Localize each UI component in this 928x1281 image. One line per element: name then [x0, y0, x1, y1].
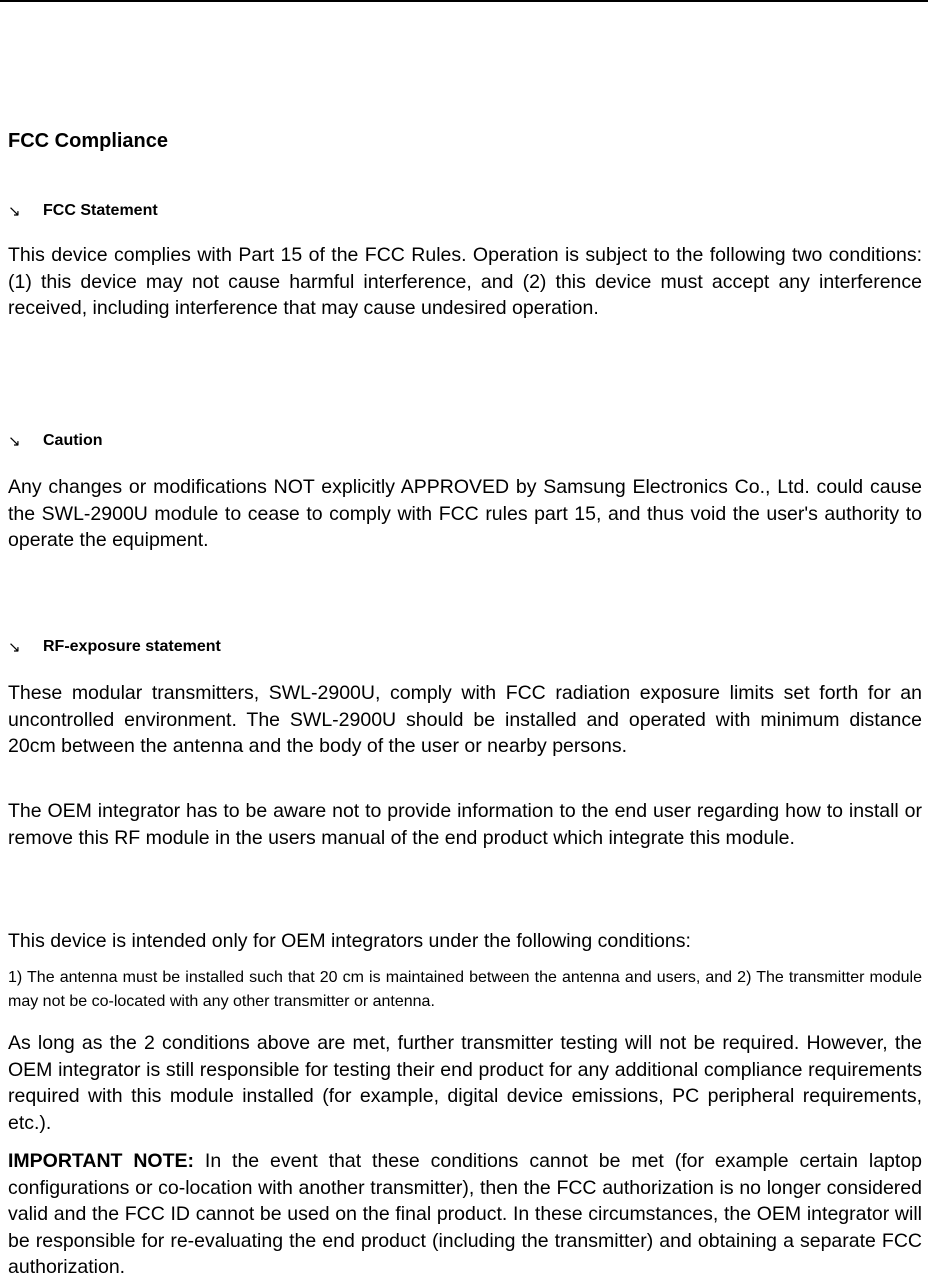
arrow-down-right-icon: ↘: [8, 639, 21, 656]
oem-awareness-paragraph: The OEM integrator has to be aware not to provide information to the end user regarding how to install or remove this RF module in the users manual of the end product which integrate this module.: [8, 800, 922, 849]
rf-exposure-paragraph: These modular transmitters, SWL-2900U, comply with FCC radiation exposure limits set forth for an uncontrolled environment. The SWL-2900U should be installed and operated with minimum distance 20cm between the antenna and the body of the user or nearby persons.: [8, 682, 922, 757]
top-rule: [0, 0, 928, 2]
section-heading-fcc-statement: [8, 202, 158, 220]
caution-paragraph: Any changes or modifications NOT explicitly APPROVED by Samsung Electronics Co., Ltd. could cause the SWL-2900U module to cease to comply with FCC rules part 15, and thus void the user's authority to operate the equipment.: [8, 476, 922, 551]
section-heading-label: FCC Statement: [43, 202, 158, 219]
section-heading-label: RF-exposure statement: [43, 638, 221, 655]
important-note-text: In the event that these conditions cannot be met (for example certain laptop configurations or co-location with another transmitter), then the FCC authorization is no longer considered valid and the FCC ID cannot be used on the final product. In these circumstances, the OEM integrator will be responsible for re-evaluating the end product (including the transmitter) and obtaining a separate FCC authorization.: [8, 1150, 922, 1278]
section-heading-caution: [8, 432, 103, 450]
fcc-statement-paragraph: This device complies with Part 15 of the FCC Rules. Operation is subject to the following two conditions: (1) this device may not cause harmful interference, and (2) this device must accept any interference received, including interference that may cause undesired operation.: [8, 244, 922, 319]
page-title: FCC Compliance: [8, 130, 169, 152]
important-note-paragraph: [8, 1148, 922, 1281]
oem-conditions-paragraph: 1) The antenna must be installed such that 20 cm is maintained between the antenna and users, and 2) The transmitter module may not be co-located with any other transmitter or antenna.: [8, 969, 922, 1010]
section-heading-rf-exposure: [8, 638, 221, 656]
oem-intro-paragraph: This device is intended only for OEM integrators under the following conditions:: [8, 930, 691, 952]
important-note-label: IMPORTANT NOTE:: [8, 1150, 195, 1172]
section-heading-label: Caution: [43, 432, 103, 449]
arrow-down-right-icon: ↘: [8, 203, 21, 220]
arrow-down-right-icon: ↘: [8, 433, 21, 450]
oem-testing-paragraph: As long as the 2 conditions above are met, further transmitter testing will not be required. However, the OEM integrator is still responsible for testing their end product for any additional compliance requirements required with this module installed (for example, digital device emissions, PC peripheral requirements, etc.).: [8, 1032, 922, 1134]
